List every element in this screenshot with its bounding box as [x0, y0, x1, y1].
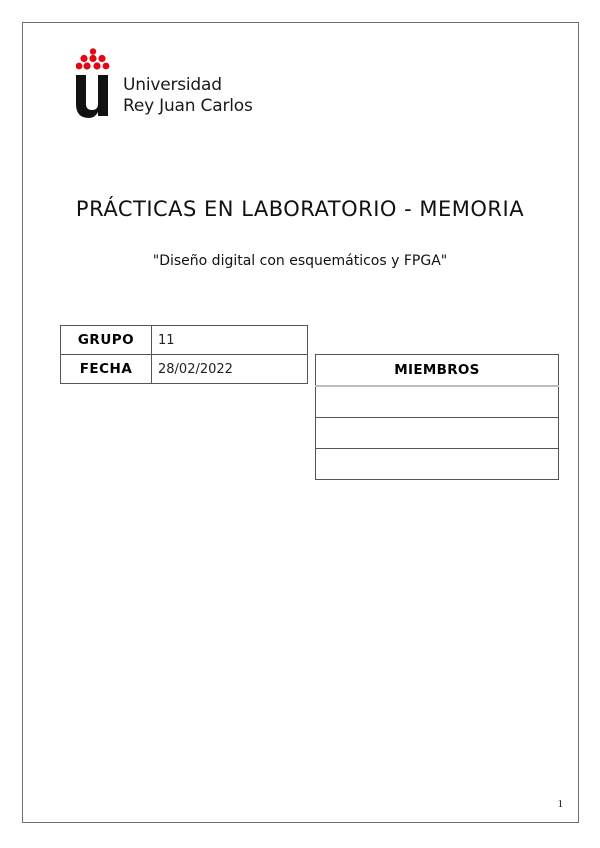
table-row [61, 355, 308, 384]
date-value: 28/02/2022 [152, 355, 308, 384]
members-header: MIEMBROS [316, 355, 559, 387]
date-label: FECHA [61, 355, 152, 384]
table-row [316, 449, 559, 480]
members-table [315, 354, 559, 480]
document-subtitle: "Diseño digital con esquemáticos y FPGA" [152, 253, 448, 269]
table-header-row [316, 355, 559, 387]
logo-line-name: Rey Juan Carlos [123, 96, 253, 116]
table-row [316, 418, 559, 449]
table-row [61, 326, 308, 355]
document-title: PRÁCTICAS EN LABORATORIO - MEMORIA [75, 197, 525, 221]
member-cell [316, 449, 559, 480]
urjc-logo-icon [76, 48, 116, 120]
group-value: 11 [152, 326, 308, 355]
group-label: GRUPO [61, 326, 152, 355]
group-info-table [60, 325, 308, 384]
member-cell [316, 418, 559, 449]
page-number: 1 [557, 798, 563, 810]
member-cell [316, 386, 559, 418]
university-logo [76, 48, 276, 120]
table-row [316, 386, 559, 418]
logo-line-university: Universidad [123, 75, 222, 95]
logo-wordmark [123, 75, 253, 117]
